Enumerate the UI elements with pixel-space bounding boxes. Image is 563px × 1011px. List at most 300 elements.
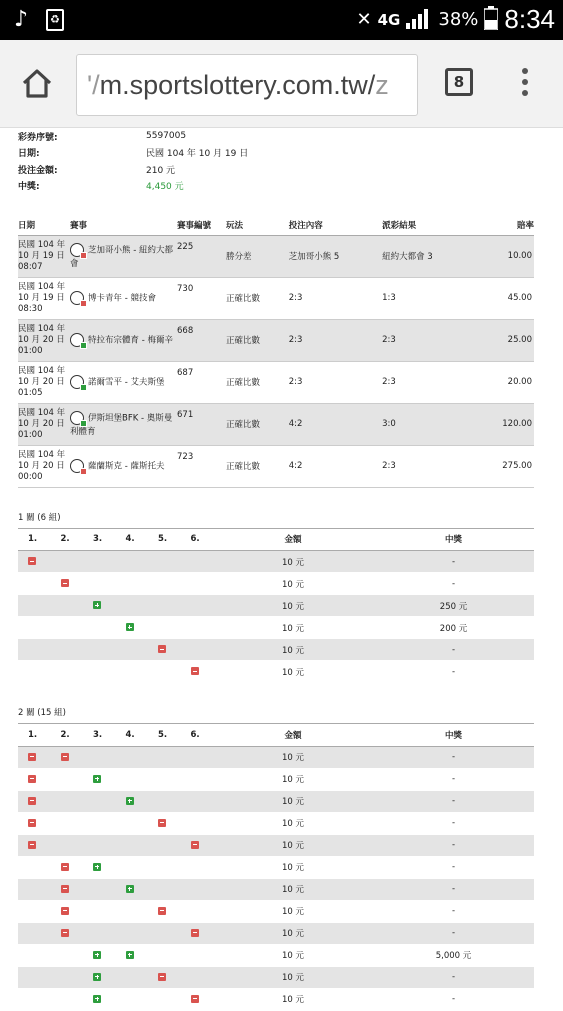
- minus-icon: [28, 557, 36, 565]
- info-value: 民國 104 年 10 月 19 日: [146, 149, 249, 160]
- bet-date: 民國 104 年 10 月 20 日 01:00: [18, 403, 70, 445]
- combo-cell: [116, 639, 149, 661]
- combo-header: 2.: [51, 724, 84, 746]
- signal-icon: [406, 7, 432, 33]
- combo-header: 3.: [83, 529, 116, 551]
- combo-cell: [181, 595, 214, 617]
- combo-cell: [83, 900, 116, 922]
- combo-cell: [51, 966, 84, 988]
- baseball-icon: [70, 243, 84, 257]
- combo-row: [18, 595, 534, 617]
- combo-header: 中獎: [373, 529, 534, 551]
- combo-cell: [51, 551, 84, 573]
- bet-play: 正確比數: [226, 319, 289, 361]
- minus-icon: [28, 775, 36, 783]
- plus-icon: [93, 775, 101, 783]
- combo-cell: [116, 878, 149, 900]
- combo-header: 6.: [181, 724, 214, 746]
- combo-cell: [18, 878, 51, 900]
- combo-cell: [18, 617, 51, 639]
- combo-win: -: [373, 661, 534, 683]
- bet-match-name: 特拉布宗體育 - 梅爾辛: [88, 335, 173, 346]
- column-header: 投注內容: [289, 215, 382, 235]
- bet-code: 723: [177, 445, 226, 487]
- bet-match: [70, 235, 177, 277]
- combo-cell: [148, 551, 181, 573]
- minus-icon: [158, 645, 166, 653]
- combo-amount: 10 元: [213, 878, 373, 900]
- combo-cell: [18, 900, 51, 922]
- combo-cell: [116, 551, 149, 573]
- combo-cell: [83, 573, 116, 595]
- bet-date: 民國 104 年 10 月 20 日 01:05: [18, 361, 70, 403]
- info-row: [18, 178, 534, 195]
- combo-cell: [148, 639, 181, 661]
- combo-cell: [51, 856, 84, 878]
- combo-cell: [148, 595, 181, 617]
- info-label: 日期:: [18, 149, 40, 160]
- combo-amount: 10 元: [213, 812, 373, 834]
- combo-cell: [181, 551, 214, 573]
- bet-result: 2:3: [382, 361, 475, 403]
- combo-cell: [18, 812, 51, 834]
- soccer-icon: [70, 333, 84, 347]
- minus-icon: [191, 841, 199, 849]
- bet-play: 正確比數: [226, 277, 289, 319]
- info-value: 210 元: [146, 165, 176, 176]
- combo-amount: 10 元: [213, 900, 373, 922]
- combo-amount: 10 元: [213, 988, 373, 1010]
- combo-cell: [18, 944, 51, 966]
- combo-row: [18, 617, 534, 639]
- minus-icon: [61, 753, 69, 761]
- bet-match: [70, 319, 177, 361]
- plus-icon: [93, 995, 101, 1003]
- combo-cell: [116, 595, 149, 617]
- combo-win: -: [373, 878, 534, 900]
- tab-switcher-button[interactable]: 8: [445, 68, 473, 96]
- bet-match-name: 伊斯坦堡BFK - 奧斯曼利體育: [70, 413, 173, 437]
- bet-result: 3:0: [382, 403, 475, 445]
- combo-cell: [148, 573, 181, 595]
- combo-row: [18, 900, 534, 922]
- plus-icon: [126, 797, 134, 805]
- combo-win: -: [373, 639, 534, 661]
- combo-header: 5.: [148, 529, 181, 551]
- combo1-table: [18, 529, 534, 684]
- bet-row: [18, 445, 534, 487]
- combo-cell: [83, 834, 116, 856]
- combo-cell: [51, 812, 84, 834]
- column-header: 賽事: [70, 215, 177, 235]
- combo-header: 1.: [18, 529, 51, 551]
- combo-row: [18, 768, 534, 790]
- bet-result: 紐約大都會 3: [382, 235, 475, 277]
- combo-cell: [181, 878, 214, 900]
- combo-row: [18, 661, 534, 683]
- combo2-title: 2 關 (15 組): [18, 706, 534, 724]
- bet-row: [18, 361, 534, 403]
- plus-icon: [126, 951, 134, 959]
- bet-odds: 45.00: [475, 277, 534, 319]
- bet-date: 民國 104 年 10 月 19 日 08:07: [18, 235, 70, 277]
- combo-cell: [116, 812, 149, 834]
- combo-cell: [181, 746, 214, 768]
- combo-cell: [83, 595, 116, 617]
- bet-play: 正確比數: [226, 361, 289, 403]
- bet-play: 正確比數: [226, 403, 289, 445]
- combo-cell: [18, 768, 51, 790]
- info-value: 5597005: [146, 131, 187, 142]
- combo-win: -: [373, 988, 534, 1010]
- bet-play: 正確比數: [226, 445, 289, 487]
- combo-cell: [51, 617, 84, 639]
- minus-icon: [191, 995, 199, 1003]
- battery-icon: [484, 6, 498, 34]
- combo-cell: [116, 617, 149, 639]
- combo-cell: [116, 922, 149, 944]
- combo-amount: 10 元: [213, 746, 373, 768]
- combo-cell: [83, 922, 116, 944]
- combo-cell: [148, 746, 181, 768]
- combo-cell: [51, 790, 84, 812]
- combo-cell: [83, 746, 116, 768]
- combo-row: [18, 834, 534, 856]
- combo-win: -: [373, 966, 534, 988]
- combo-row: [18, 878, 534, 900]
- combo-header: 中獎: [373, 724, 534, 746]
- combo-row: [18, 790, 534, 812]
- plus-icon: [93, 951, 101, 959]
- combo-win: -: [373, 812, 534, 834]
- plus-icon: [93, 973, 101, 981]
- combo-row: [18, 988, 534, 1010]
- bet-match-name: 芝加哥小熊 - 紐約大都會: [70, 245, 173, 269]
- info-row: [18, 128, 534, 145]
- status-bar: [0, 0, 563, 40]
- combo-cell: [83, 790, 116, 812]
- minus-icon: [28, 841, 36, 849]
- combo-cell: [51, 900, 84, 922]
- combo-cell: [18, 746, 51, 768]
- combo-cell: [116, 966, 149, 988]
- combo-cell: [181, 790, 214, 812]
- combo-row: [18, 639, 534, 661]
- combo-cell: [83, 661, 116, 683]
- bet-match: [70, 361, 177, 403]
- combo-cell: [181, 922, 214, 944]
- combo-win: 250 元: [373, 595, 534, 617]
- combo-amount: 10 元: [213, 551, 373, 573]
- combo-amount: 10 元: [213, 617, 373, 639]
- combo-cell: [51, 746, 84, 768]
- combo-cell: [116, 834, 149, 856]
- bet-match: [70, 445, 177, 487]
- bet-date: 民國 104 年 10 月 20 日 00:00: [18, 445, 70, 487]
- soccer-icon: [70, 291, 84, 305]
- bet-odds: 10.00: [475, 235, 534, 277]
- combo-amount: 10 元: [213, 834, 373, 856]
- combo-cell: [148, 900, 181, 922]
- combo-win: -: [373, 768, 534, 790]
- combo-cell: [51, 944, 84, 966]
- combo-cell: [83, 878, 116, 900]
- overflow-menu-icon[interactable]: [522, 68, 530, 100]
- combo-cell: [148, 922, 181, 944]
- combo-win: -: [373, 856, 534, 878]
- bet-content: 4:2: [289, 403, 382, 445]
- bet-code: 671: [177, 403, 226, 445]
- combo-cell: [148, 617, 181, 639]
- combo-cell: [51, 768, 84, 790]
- bet-match: [70, 277, 177, 319]
- combo-cell: [148, 834, 181, 856]
- combo-amount: 10 元: [213, 790, 373, 812]
- minus-icon: [28, 819, 36, 827]
- combo-row: [18, 966, 534, 988]
- combo-cell: [18, 551, 51, 573]
- combo-cell: [181, 812, 214, 834]
- combo-cell: [83, 812, 116, 834]
- combo-cell: [83, 639, 116, 661]
- combo-cell: [18, 856, 51, 878]
- combo-win: -: [373, 900, 534, 922]
- combo-cell: [83, 768, 116, 790]
- combo-header: 金額: [213, 724, 373, 746]
- combo-cell: [83, 551, 116, 573]
- soccer-icon: [70, 375, 84, 389]
- combo-cell: [181, 834, 214, 856]
- combo-cell: [18, 790, 51, 812]
- combo-row: [18, 573, 534, 595]
- bet-result: 2:3: [382, 445, 475, 487]
- combo-win: -: [373, 790, 534, 812]
- bet-row: [18, 277, 534, 319]
- combo-cell: [51, 988, 84, 1010]
- combo-amount: 10 元: [213, 944, 373, 966]
- combo-cell: [148, 790, 181, 812]
- bet-date: 民國 104 年 10 月 19 日 08:30: [18, 277, 70, 319]
- combo-win: -: [373, 551, 534, 573]
- combo-cell: [116, 746, 149, 768]
- bet-odds: 275.00: [475, 445, 534, 487]
- combo-cell: [18, 922, 51, 944]
- minus-icon: [28, 797, 36, 805]
- recycle-icon: ♻: [46, 9, 64, 31]
- combo-cell: [18, 966, 51, 988]
- combo-cell: [116, 573, 149, 595]
- combo-cell: [181, 661, 214, 683]
- combo-win: -: [373, 746, 534, 768]
- minus-icon: [158, 819, 166, 827]
- bet-result: 2:3: [382, 319, 475, 361]
- bet-odds: 25.00: [475, 319, 534, 361]
- bet-content: 2:3: [289, 319, 382, 361]
- minus-icon: [61, 863, 69, 871]
- bet-code: 225: [177, 235, 226, 277]
- combo-win: -: [373, 922, 534, 944]
- info-label: 投注金額:: [18, 165, 58, 176]
- combo-win: 5,000 元: [373, 944, 534, 966]
- browser-toolbar: [0, 40, 563, 128]
- plus-icon: [93, 863, 101, 871]
- combo-amount: 10 元: [213, 639, 373, 661]
- plus-icon: [126, 623, 134, 631]
- minus-icon: [61, 929, 69, 937]
- combo-amount: 10 元: [213, 661, 373, 683]
- combo-amount: 10 元: [213, 595, 373, 617]
- soccer-icon: [70, 411, 84, 425]
- column-header: 賽事編號: [177, 215, 226, 235]
- combo1-title: 1 關 (6 組): [18, 511, 534, 529]
- bet-match-name: 博卡青年 - 競技會: [88, 293, 156, 304]
- combo-cell: [148, 856, 181, 878]
- bet-odds: 20.00: [475, 361, 534, 403]
- bet-content: 4:2: [289, 445, 382, 487]
- bet-row: [18, 319, 534, 361]
- column-header: 派彩結果: [382, 215, 475, 235]
- plus-icon: [93, 601, 101, 609]
- combo-header: 1.: [18, 724, 51, 746]
- combo-cell: [51, 922, 84, 944]
- combo-cell: [181, 856, 214, 878]
- ticket-info: [18, 128, 534, 194]
- combo-cell: [18, 661, 51, 683]
- bet-odds: 120.00: [475, 403, 534, 445]
- combo-row: [18, 922, 534, 944]
- url-input[interactable]: '/m.sportslottery.com.tw/z: [76, 54, 418, 116]
- battery-percent: 38%: [438, 9, 479, 30]
- combo-cell: [83, 617, 116, 639]
- combo-cell: [181, 944, 214, 966]
- minus-icon: [191, 667, 199, 675]
- combo-cell: [181, 768, 214, 790]
- combo-cell: [51, 878, 84, 900]
- info-value: 4,450 元: [146, 182, 184, 193]
- bet-content: 2:3: [289, 277, 382, 319]
- combo-cell: [116, 856, 149, 878]
- info-row: [18, 145, 534, 162]
- minus-icon: [61, 885, 69, 893]
- combo-header: 金額: [213, 529, 373, 551]
- bet-date: 民國 104 年 10 月 20 日 01:00: [18, 319, 70, 361]
- combo-row: [18, 812, 534, 834]
- network-type: 4G: [377, 10, 401, 29]
- combo2-table: [18, 724, 534, 1011]
- combo-cell: [116, 988, 149, 1010]
- combo-amount: 10 元: [213, 768, 373, 790]
- combo-cell: [51, 595, 84, 617]
- mute-icon: ✕: [356, 9, 372, 30]
- info-row: [18, 161, 534, 178]
- bet-content: 2:3: [289, 361, 382, 403]
- combo-cell: [148, 966, 181, 988]
- bet-code: 730: [177, 277, 226, 319]
- combo-header: 4.: [116, 724, 149, 746]
- combo-cell: [116, 790, 149, 812]
- minus-icon: [61, 907, 69, 915]
- combo-header: 2.: [51, 529, 84, 551]
- combo-cell: [83, 856, 116, 878]
- combo-cell: [181, 639, 214, 661]
- minus-icon: [191, 929, 199, 937]
- combo-cell: [51, 639, 84, 661]
- combo-win: -: [373, 573, 534, 595]
- clock: 8:34: [504, 4, 555, 34]
- combo-cell: [83, 966, 116, 988]
- combo-header: 5.: [148, 724, 181, 746]
- combo-cell: [51, 834, 84, 856]
- combo-cell: [116, 768, 149, 790]
- combo-win: 200 元: [373, 617, 534, 639]
- combo-row: [18, 746, 534, 768]
- column-header: 玩法: [226, 215, 289, 235]
- minus-icon: [61, 579, 69, 587]
- combo-header: 3.: [83, 724, 116, 746]
- combo-amount: 10 元: [213, 856, 373, 878]
- combo-cell: [181, 966, 214, 988]
- combo-cell: [18, 573, 51, 595]
- soccer-icon: [70, 459, 84, 473]
- combo-cell: [116, 900, 149, 922]
- bet-match-name: 薩蘭斯克 - 薩斯托夫: [88, 461, 165, 472]
- combo-win: -: [373, 834, 534, 856]
- bet-match: [70, 403, 177, 445]
- bet-code: 687: [177, 361, 226, 403]
- combo-cell: [181, 900, 214, 922]
- combo-cell: [181, 988, 214, 1010]
- combo-cell: [181, 617, 214, 639]
- combo-cell: [148, 878, 181, 900]
- combo-row: [18, 856, 534, 878]
- combo-cell: [148, 768, 181, 790]
- combo-header: 6.: [181, 529, 214, 551]
- minus-icon: [158, 973, 166, 981]
- combo-row: [18, 944, 534, 966]
- combo-amount: 10 元: [213, 966, 373, 988]
- minus-icon: [158, 907, 166, 915]
- info-label: 中獎:: [18, 182, 40, 193]
- combo-cell: [116, 661, 149, 683]
- combo-cell: [148, 812, 181, 834]
- minus-icon: [28, 753, 36, 761]
- combo-cell: [116, 944, 149, 966]
- combo-cell: [83, 944, 116, 966]
- combo-cell: [18, 595, 51, 617]
- combo-amount: 10 元: [213, 573, 373, 595]
- bet-result: 1:3: [382, 277, 475, 319]
- combo-cell: [148, 988, 181, 1010]
- bet-play: 勝分差: [226, 235, 289, 277]
- info-label: 彩券序號:: [18, 132, 58, 143]
- combo-cell: [51, 573, 84, 595]
- combo-cell: [83, 988, 116, 1010]
- combo-cell: [181, 573, 214, 595]
- combo-header: 4.: [116, 529, 149, 551]
- column-header: 日期: [18, 215, 70, 235]
- combo-cell: [148, 661, 181, 683]
- ticket-page: [18, 128, 534, 1011]
- bet-row: [18, 235, 534, 277]
- bet-content: 芝加哥小熊 5: [289, 235, 382, 277]
- combo-row: [18, 551, 534, 573]
- bets-table: [18, 215, 534, 488]
- combo-cell: [51, 661, 84, 683]
- music-note-icon: ♪: [14, 7, 29, 32]
- bet-code: 668: [177, 319, 226, 361]
- combo-cell: [18, 639, 51, 661]
- home-icon[interactable]: [20, 66, 54, 100]
